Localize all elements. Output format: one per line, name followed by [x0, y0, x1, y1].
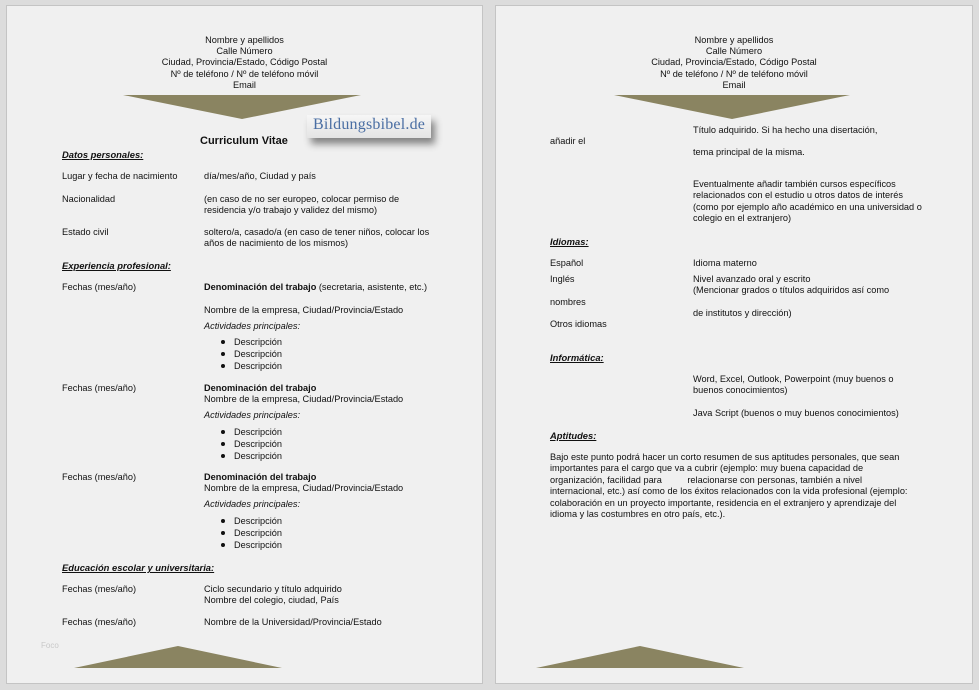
- section-heading-aptitudes: Aptitudes:: [550, 430, 597, 441]
- contact-name: Nombre y apellidos: [205, 35, 284, 45]
- degree-line-2: tema principal de la misma.: [693, 147, 805, 157]
- activities-list: [218, 515, 282, 551]
- job-title-main: Denominación del trabajo: [204, 282, 317, 292]
- aptitudes-paragraph: Bajo este punto podrá hacer un corto resumen de sus aptitudes personales, que sean importantes para el cargo que va a cubrir (ejemplo: muy buena capacidad de organización, facilidad para relacionarse con personas, también a nivel internacional, etc.) así como de los éxitos relacionados con la vida profesional (ejemplo: colaboración en un proyecto importante, residencia en el extranjero y aprendizaje del idioma y las costumbres en otro país, etc.).: [550, 452, 911, 520]
- contact-city: Ciudad, Provincia/Estado, Código Postal: [161, 57, 328, 68]
- section-heading-datos: Datos personales:: [62, 149, 144, 160]
- job-title: [204, 282, 429, 293]
- contact-name: Nombre y apellidos: [694, 35, 774, 45]
- list-item: Descripción: [218, 450, 282, 462]
- contact-phones: Nº de teléfono / Nº de teléfono móvil: [660, 68, 808, 79]
- language-value-espanol: Idioma materno: [693, 258, 757, 268]
- datos-label-3: Estado civil: [62, 227, 109, 237]
- language-value-ingles: Nivel avanzado oral y escrito: [693, 274, 811, 284]
- section-heading-informatica: Informática:: [550, 352, 604, 363]
- datos-label-2: Nacionalidad: [62, 194, 116, 204]
- language-nombres: nombres: [550, 297, 586, 307]
- datos-value-1: día/mes/año, Ciudad y país: [204, 171, 316, 181]
- list-item: Descripción: [218, 360, 282, 372]
- bottom-triangle-decoration: [74, 646, 282, 668]
- it-skills-line-2: Java Script (buenos o muy buenos conocimientos): [693, 408, 899, 418]
- contact-email: Email: [722, 79, 746, 90]
- job-dates: Fechas (mes/año): [62, 472, 137, 482]
- degree-line-1: Título adquirido. Si ha hecho una disertación,: [693, 125, 878, 135]
- cv-title: Curriculum Vitae: [200, 135, 288, 147]
- list-item: Descripción: [218, 438, 282, 450]
- job-title-suffix: (secretaria, asistente, etc.): [316, 282, 428, 292]
- job-dates: Fechas (mes/año): [62, 282, 137, 292]
- job-company: Nombre de la empresa, Ciudad/Provincia/Estado: [204, 305, 404, 315]
- datos-label-1: Lugar y fecha de nacimiento: [62, 171, 178, 181]
- section-heading-idiomas: Idiomas:: [550, 236, 589, 247]
- bottom-triangle-decoration: [536, 646, 744, 668]
- edu-dates: Fechas (mes/año): [62, 617, 137, 627]
- activities-label: Actividades principales:: [204, 410, 301, 420]
- edu-line-2: Nombre del colegio, ciudad, País: [204, 595, 339, 605]
- list-item: Descripción: [218, 336, 282, 348]
- edu-dates: Fechas (mes/año): [62, 584, 137, 594]
- cv-page-1: [6, 5, 483, 684]
- faint-corner-text: Foco: [41, 641, 59, 650]
- contact-email: Email: [233, 79, 256, 90]
- contact-street: Calle Número: [216, 46, 273, 57]
- job-title: Denominación del trabajo: [204, 472, 317, 482]
- list-item: Descripción: [218, 539, 282, 551]
- contact-header: [496, 35, 972, 91]
- datos-value-3: soltero/a, casado/a (en caso de tener niños, colocar los años de nacimiento de los mismos): [204, 227, 430, 249]
- list-item: Descripción: [218, 527, 282, 539]
- edu-line-1: Nombre de la Universidad/Provincia/Estado: [204, 617, 382, 627]
- top-triangle-decoration: [614, 95, 850, 119]
- list-item: Descripción: [218, 515, 282, 527]
- degree-label: añadir el: [550, 136, 586, 146]
- activities-list: [218, 336, 282, 372]
- contact-city: Ciudad, Provincia/Estado, Código Postal: [651, 57, 817, 68]
- job-title: Denominación del trabajo: [204, 383, 317, 393]
- section-heading-experiencia: Experiencia profesional:: [62, 260, 171, 271]
- language-note: (Mencionar grados o títulos adquiridos así como: [693, 285, 890, 295]
- it-skills-line-1: Word, Excel, Outlook, Powerpoint (muy buenos o buenos conocimientos): [693, 374, 894, 396]
- datos-value-2: (en caso de no ser europeo, colocar permiso de residencia y/o trabajo y validez del mismo): [204, 194, 400, 216]
- section-heading-educacion: Educación escolar y universitaria:: [62, 562, 215, 573]
- language-label-espanol: Español: [550, 258, 584, 268]
- language-label-otros: Otros idiomas: [550, 319, 607, 329]
- list-item: Descripción: [218, 348, 282, 360]
- list-item: Descripción: [218, 426, 282, 438]
- job-company: Nombre de la empresa, Ciudad/Provincia/Estado: [204, 394, 404, 404]
- courses-paragraph: Eventualmente añadir también cursos específicos relacionados con el estudio u otros datos de interés (como por ejemplo año académico en una universidad o colegio en el extranjero): [693, 179, 922, 224]
- contact-street: Calle Número: [705, 46, 763, 57]
- job-dates: Fechas (mes/año): [62, 383, 137, 393]
- job-company: Nombre de la empresa, Ciudad/Provincia/Estado: [204, 483, 404, 493]
- contact-header: [7, 35, 482, 91]
- activities-label: Actividades principales:: [204, 499, 301, 509]
- language-institutos: de institutos y dirección): [693, 308, 792, 318]
- language-label-ingles: Inglés: [550, 274, 575, 284]
- watermark-logo: Bildungsbibel.de: [307, 115, 431, 138]
- edu-line-1: Ciclo secundario y título adquirido: [204, 584, 342, 594]
- contact-phones: Nº de teléfono / Nº de teléfono móvil: [170, 68, 319, 79]
- activities-list: [218, 426, 282, 462]
- cv-page-2: [495, 5, 973, 684]
- activities-label: Actividades principales:: [204, 321, 301, 331]
